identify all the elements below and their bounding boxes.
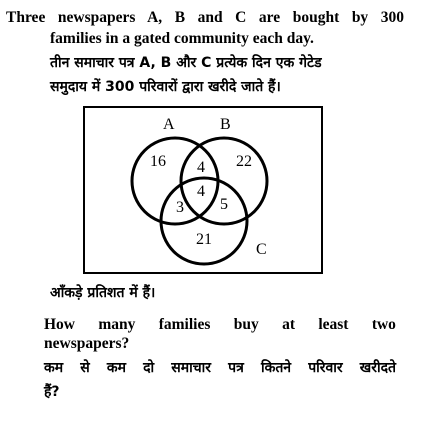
region-a-b-c: 4	[197, 183, 205, 200]
region-only-a: 16	[150, 153, 166, 170]
ask-hi-line-2: हैं?	[44, 384, 60, 400]
question-en-line-2: families in a gated community each day.	[50, 30, 314, 47]
region-a-and-b: 4	[197, 159, 205, 176]
set-a-circle	[132, 138, 218, 224]
ask-word: least	[318, 316, 349, 333]
ask-word: many	[98, 316, 136, 333]
question-hi-line-2: समुदाय में 300 परिवारों द्वारा खरीदे जाते हैं।	[50, 79, 281, 95]
ask-word: समाचार	[171, 360, 211, 376]
ask-word: परिवार	[308, 360, 343, 376]
region-only-c: 21	[196, 231, 212, 248]
question-hi-line-1: तीन समाचार पत्र A, B और C प्रत्येक दिन एक गेटेड	[50, 55, 322, 71]
ask-word: कितने	[260, 360, 292, 376]
ask-word: कम	[44, 360, 64, 376]
region-b-and-c: 5	[220, 196, 228, 213]
venn-diagram	[83, 106, 323, 274]
ask-word: पत्र	[228, 360, 244, 376]
ask-word: से	[80, 360, 90, 376]
note-hindi: आँकड़े प्रतिशत में हैं।	[50, 285, 156, 301]
set-b-label: B	[220, 116, 231, 133]
ask-hi-line-1	[44, 358, 396, 377]
ask-word: buy	[233, 316, 259, 333]
ask-word: खरीदते	[359, 360, 396, 376]
set-a-label: A	[163, 116, 175, 133]
ask-word: कम	[106, 360, 126, 376]
set-c-label: C	[256, 241, 267, 258]
ask-word: two	[371, 316, 396, 333]
ask-word: at	[282, 316, 295, 333]
region-a-and-c: 3	[176, 199, 184, 216]
ask-en-line-1	[44, 316, 396, 334]
region-only-b: 22	[236, 153, 252, 170]
ask-word: families	[158, 316, 211, 333]
ask-word: How	[44, 316, 75, 333]
ask-en-line-2: newspapers?	[44, 335, 130, 352]
ask-word: दो	[143, 360, 155, 376]
question-en-line-1: Three newspapers A, B and C are bought by 300	[6, 9, 404, 26]
